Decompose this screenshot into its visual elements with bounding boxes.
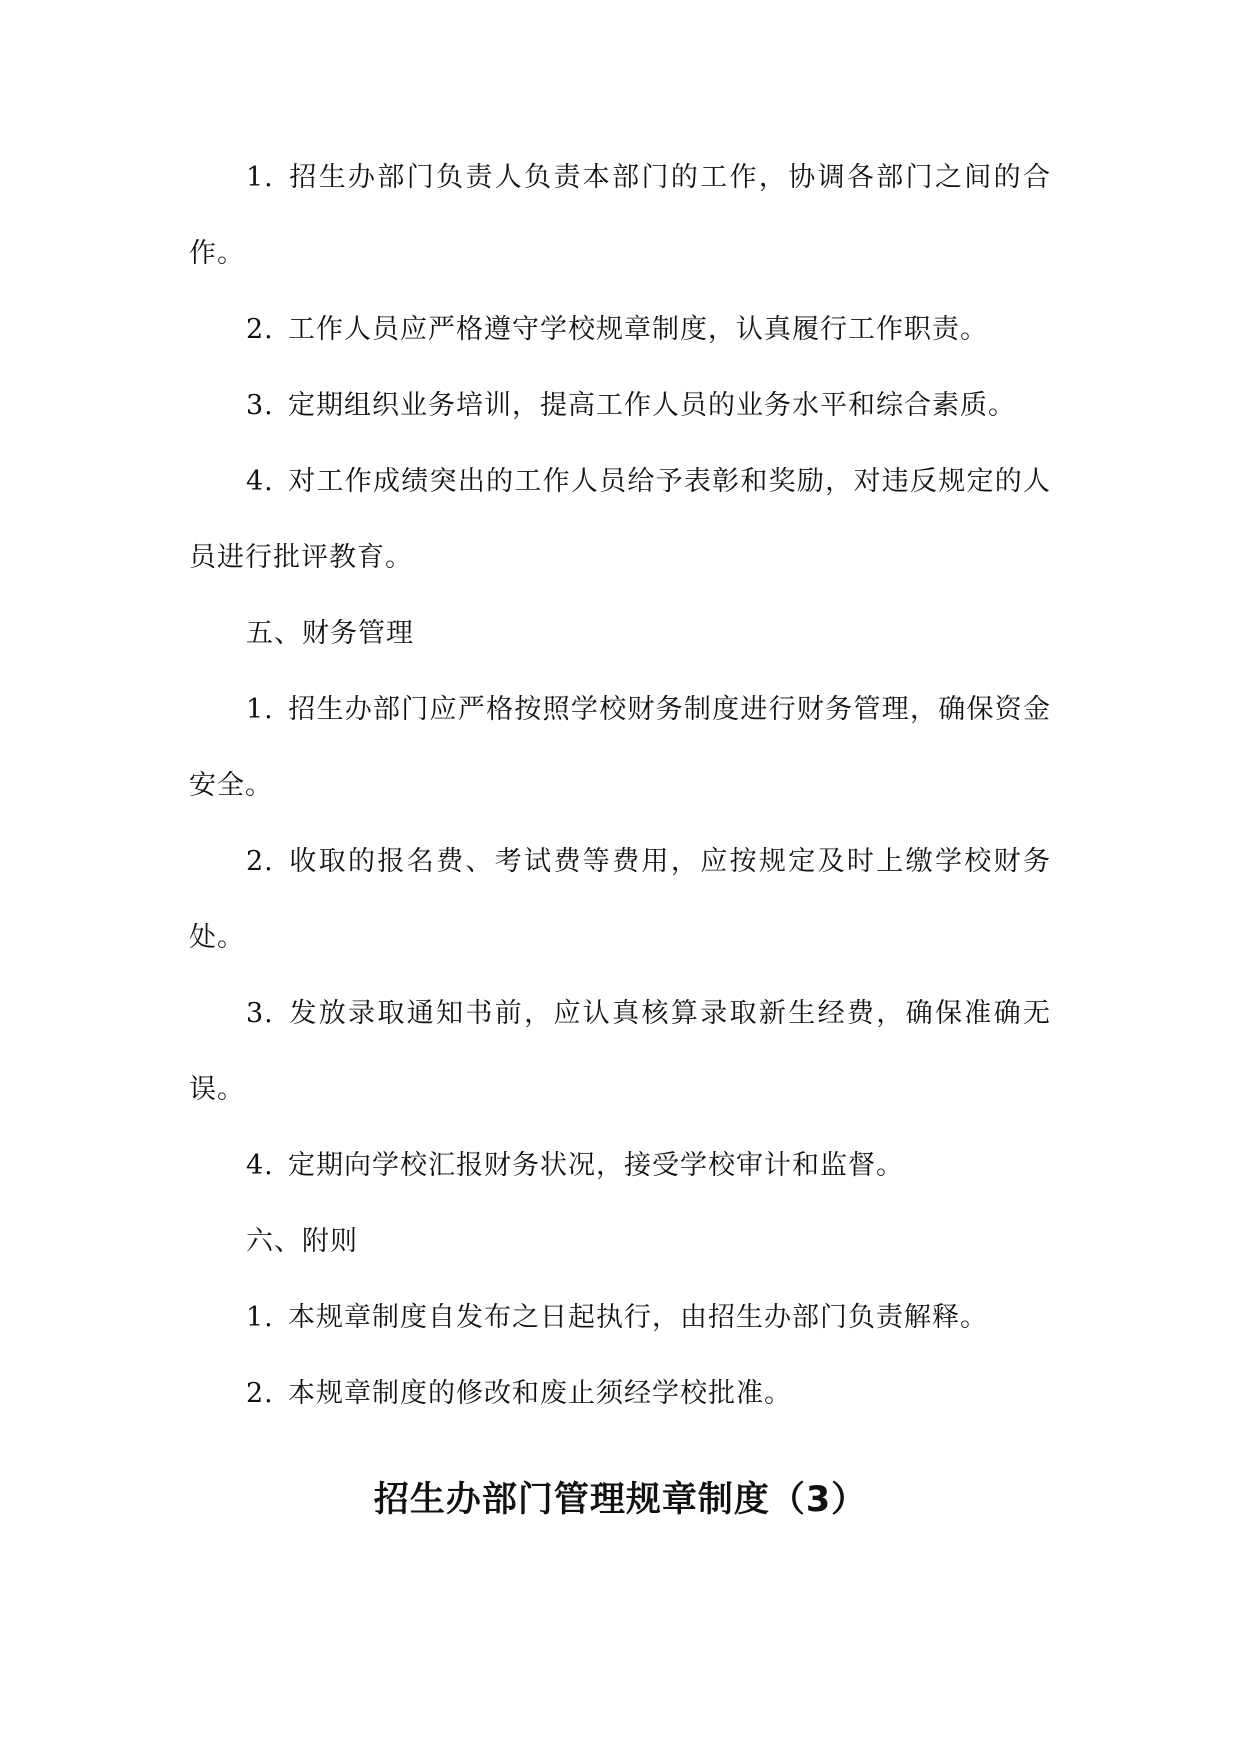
- paragraph: [189, 824, 1051, 976]
- paragraph-text: 本规章制度自发布之日起执行，由招生办部门负责解释。: [288, 1302, 988, 1333]
- paragraph: [189, 444, 1051, 596]
- paragraph-text: 工作人员应严格遵守学校规章制度，认真履行工作职责。: [288, 314, 988, 345]
- paragraph-text: 收取的报名费、考试费等费用，应按规定及时上缴学校财务处。: [189, 846, 1051, 953]
- paragraph-text: 六、附则: [246, 1226, 358, 1257]
- paragraph: [189, 1356, 1051, 1432]
- item-number: 2.: [246, 846, 274, 877]
- paragraph-text: 发放录取通知书前，应认真核算录取新生经费，确保准确无误。: [189, 998, 1051, 1105]
- item-number: 4.: [246, 466, 274, 497]
- paragraph: [189, 672, 1051, 824]
- item-number: 4.: [246, 1150, 274, 1181]
- item-number: 3.: [246, 998, 274, 1029]
- item-number: 1.: [246, 1302, 274, 1333]
- paragraph: [189, 140, 1051, 292]
- paragraph: [189, 1128, 1051, 1204]
- paragraph: [189, 976, 1051, 1128]
- paragraph: [189, 292, 1051, 368]
- paragraph-text: 招生办部门应严格按照学校财务制度进行财务管理，确保资金安全。: [189, 694, 1051, 801]
- paragraph-text: 定期组织业务培训，提高工作人员的业务水平和综合素质。: [288, 390, 1016, 421]
- item-number: 1.: [246, 162, 274, 193]
- paragraph-text: 定期向学校汇报财务状况，接受学校审计和监督。: [288, 1150, 904, 1181]
- document-body: [189, 140, 1051, 1432]
- paragraph: [189, 368, 1051, 444]
- paragraph-text: 本规章制度的修改和废止须经学校批准。: [288, 1378, 792, 1409]
- section-heading-appendix: [189, 1204, 1051, 1280]
- paragraph-text: 对工作成绩突出的工作人员给予表彰和奖励，对违反规定的人员进行批评教育。: [189, 466, 1051, 573]
- document-title: 招生办部门管理规章制度（3）: [373, 1480, 868, 1520]
- item-number: 2.: [246, 1378, 274, 1409]
- paragraph-text: 五、财务管理: [246, 618, 414, 649]
- section-heading-finance: [189, 596, 1051, 672]
- item-number: 1.: [246, 694, 274, 725]
- paragraph: [189, 1280, 1051, 1356]
- item-number: 2.: [246, 314, 274, 345]
- paragraph-text: 招生办部门负责人负责本部门的工作，协调各部门之间的合作。: [189, 162, 1051, 269]
- item-number: 3.: [246, 390, 274, 421]
